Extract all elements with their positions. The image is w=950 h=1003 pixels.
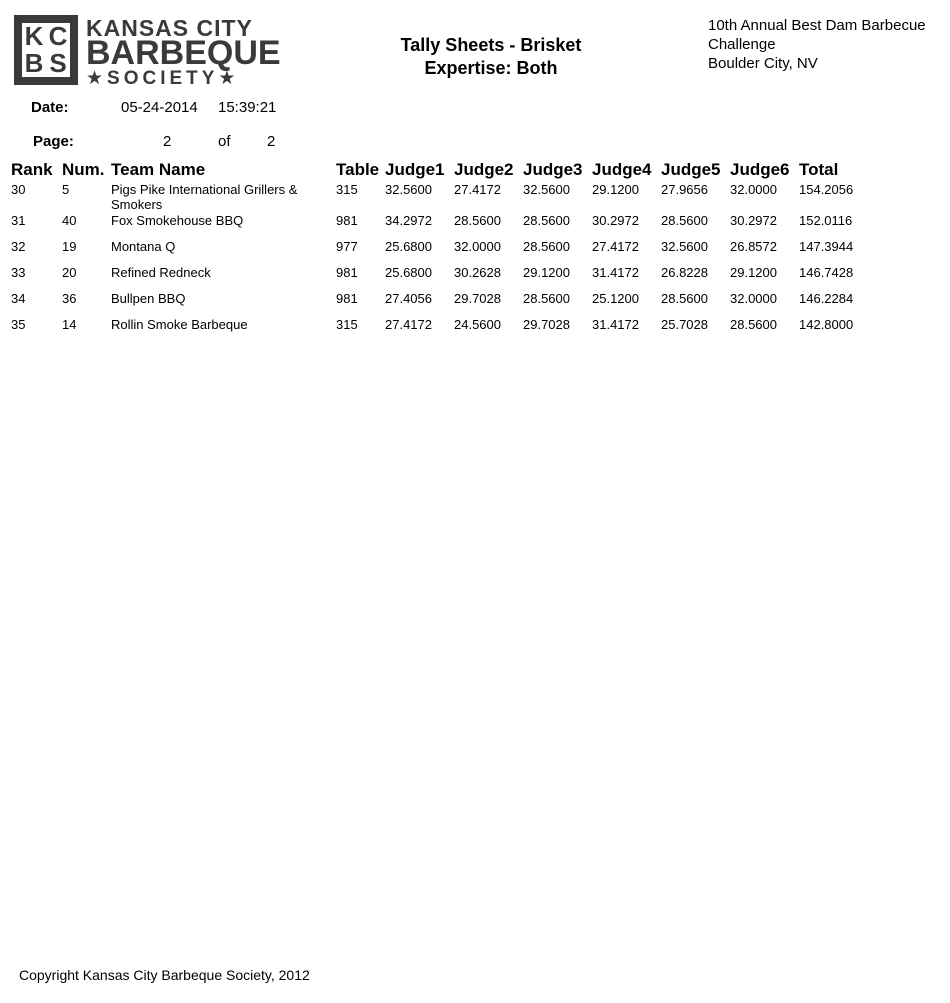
cell-rank: 32 [11, 239, 26, 254]
cell-team: Pigs Pike International Grillers & Smokers [111, 182, 298, 212]
cell-table: 981 [336, 213, 358, 228]
cell-table: 981 [336, 291, 358, 306]
cell-judge3: 32.5600 [523, 182, 570, 197]
table-row [8, 265, 869, 291]
cell-judge6: 29.1200 [730, 265, 777, 280]
cell-judge4: 31.4172 [592, 265, 639, 280]
date-label: Date: [31, 99, 69, 116]
cell-total: 146.2284 [799, 291, 854, 306]
cell-team: Montana Q [111, 239, 176, 254]
kcbs-logo [14, 15, 281, 89]
cell-judge4: 25.1200 [592, 291, 639, 306]
copyright-footer: Copyright Kansas City Barbeque Society, 2012 [19, 967, 310, 983]
cell-judge6: 32.0000 [730, 182, 777, 197]
cell-total: 142.8000 [799, 317, 854, 332]
table-row [8, 291, 869, 317]
cell-table: 315 [336, 317, 358, 332]
title-line-2: Expertise: Both [424, 58, 558, 78]
col-rank: Rank [11, 160, 53, 179]
cell-judge1: 25.6800 [385, 239, 432, 254]
mark-letter: K [24, 21, 44, 51]
cell-judge2: 30.2628 [454, 265, 501, 280]
cell-judge2: 24.5600 [454, 317, 501, 332]
cell-judge6: 32.0000 [730, 291, 777, 306]
col-judge2: Judge2 [454, 160, 514, 179]
cell-num: 5 [62, 182, 70, 197]
title-line-1: Tally Sheets - Brisket [400, 35, 582, 55]
cell-table: 977 [336, 239, 358, 254]
table-row [8, 213, 869, 239]
col-num: Num. [62, 160, 105, 179]
col-table: Table [336, 160, 380, 179]
col-judge3: Judge3 [523, 160, 583, 179]
table-row [8, 239, 869, 265]
cell-judge3: 29.1200 [523, 265, 570, 280]
page-current: 2 [163, 133, 172, 150]
page-label: Page: [33, 133, 74, 150]
cell-judge6: 28.5600 [730, 317, 777, 332]
cell-judge2: 27.4172 [454, 182, 501, 197]
tally-table [8, 158, 869, 343]
cell-judge6: 26.8572 [730, 239, 777, 254]
col-total: Total [799, 160, 839, 179]
mark-letter: C [48, 21, 68, 51]
cell-judge2: 32.0000 [454, 239, 501, 254]
cell-team: Bullpen BBQ [111, 291, 186, 306]
cell-judge4: 30.2972 [592, 213, 639, 228]
col-judge5: Judge5 [661, 160, 721, 179]
logo-line-1: KANSAS CITY [86, 15, 253, 41]
cell-judge2: 28.5600 [454, 213, 501, 228]
date-value: 05-24-2014 [121, 99, 198, 116]
event-line-1: 10th Annual Best Dam Barbecue [708, 17, 926, 34]
cell-total: 152.0116 [799, 213, 853, 228]
cell-judge1: 27.4172 [385, 317, 432, 332]
cell-judge4: 29.1200 [592, 182, 639, 197]
cell-num: 19 [62, 239, 77, 254]
page-of: of [218, 133, 231, 150]
mark-letter: S [49, 48, 67, 78]
cell-num: 40 [62, 213, 77, 228]
cell-judge5: 32.5600 [661, 239, 708, 254]
cell-rank: 33 [11, 265, 26, 280]
cell-judge4: 31.4172 [592, 317, 639, 332]
page-total: 2 [267, 133, 276, 150]
cell-rank: 31 [11, 213, 26, 228]
cell-total: 147.3944 [799, 239, 854, 254]
cell-judge3: 28.5600 [523, 213, 570, 228]
cell-rank: 35 [11, 317, 26, 332]
cell-table: 315 [336, 182, 358, 197]
table-row [8, 317, 869, 343]
logo-line-2: BARBEQUE [86, 34, 281, 72]
cell-rank: 30 [11, 182, 26, 197]
event-line-3: Boulder City, NV [708, 55, 818, 72]
cell-num: 14 [62, 317, 77, 332]
cell-num: 20 [62, 265, 77, 280]
cell-judge4: 27.4172 [592, 239, 639, 254]
table-row [8, 182, 869, 213]
cell-total: 154.2056 [799, 182, 854, 197]
cell-judge5: 27.9656 [661, 182, 708, 197]
cell-total: 146.7428 [799, 265, 854, 280]
cell-judge3: 28.5600 [523, 239, 570, 254]
mark-letter: B [24, 48, 44, 78]
cell-judge3: 29.7028 [523, 317, 570, 332]
cell-judge3: 28.5600 [523, 291, 570, 306]
col-judge4: Judge4 [592, 160, 652, 179]
cell-judge1: 27.4056 [385, 291, 432, 306]
cell-judge5: 26.8228 [661, 265, 708, 280]
event-info [708, 16, 948, 73]
cell-judge1: 32.5600 [385, 182, 432, 197]
cell-judge2: 29.7028 [454, 291, 501, 306]
event-line-2: Challenge [708, 36, 776, 53]
col-team: Team Name [111, 160, 206, 179]
logo-line-3: ★SOCIETY★ [86, 68, 240, 89]
cell-judge5: 25.7028 [661, 317, 708, 332]
report-title [330, 34, 652, 80]
cell-judge6: 30.2972 [730, 213, 777, 228]
cell-judge5: 28.5600 [661, 291, 708, 306]
kcbs-mark-icon [14, 15, 78, 85]
col-judge1: Judge1 [385, 160, 445, 179]
col-judge6: Judge6 [730, 160, 790, 179]
cell-judge1: 34.2972 [385, 213, 432, 228]
table-header-row [8, 158, 869, 182]
cell-num: 36 [62, 291, 77, 306]
cell-table: 981 [336, 265, 358, 280]
cell-judge1: 25.6800 [385, 265, 432, 280]
cell-team: Rollin Smoke Barbeque [111, 317, 248, 332]
time-value: 15:39:21 [218, 99, 277, 116]
cell-rank: 34 [11, 291, 26, 306]
cell-team: Refined Redneck [111, 265, 211, 280]
cell-judge5: 28.5600 [661, 213, 708, 228]
cell-team: Fox Smokehouse BBQ [111, 213, 244, 228]
